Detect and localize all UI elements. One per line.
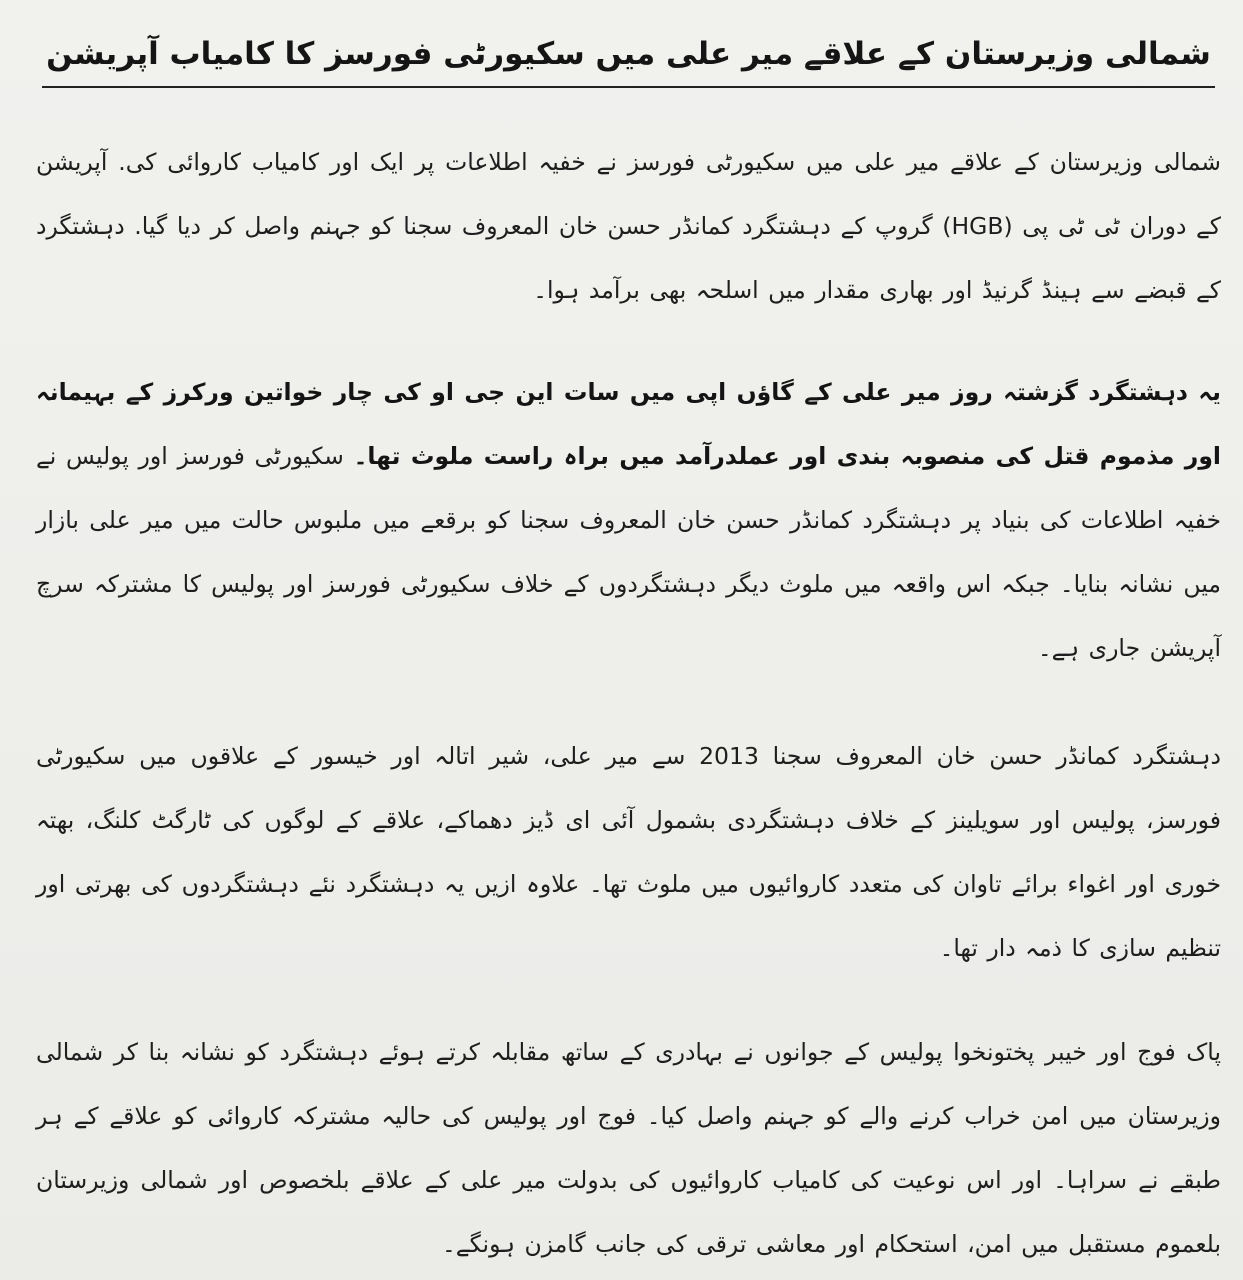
- paragraph-2: [36, 360, 1221, 680]
- paragraph-2-bold-text: یہ دہشتگرد گزشتہ روز میر علی کے گاؤں اپی میں سات این جی او کی چار خواتین ورکرز کے بہیمانہ اور مذموم قتل کی منصوبہ بندی اور عملدرآمد میں براہ راست ملوث تھا۔: [36, 378, 1221, 470]
- paragraph-3: دہشتگرد کمانڈر حسن خان المعروف سجنا 2013 سے میر علی، شیر اتالہ اور خیسور کے علاقوں میں سکیورٹی فورسز، پولیس اور سویلینز کے خلاف دہشتگردی بشمول آئی ای ڈیز دھماکے، علاقے کے لوگوں کی ٹارگٹ کلنگ، بھتہ خوری اور اغواء برائے تاوان کی متعدد کاروائیوں میں ملوث تھا۔ علاوہ ازیں یہ دہشتگرد نئے دہشتگردوں کی بھرتی اور تنظیم سازی کا ذمہ دار تھا۔: [36, 742, 1221, 962]
- document-title: شمالی وزیرستان کے علاقے میر علی میں سکیورٹی فورسز کا کامیاب آپریشن: [42, 28, 1215, 88]
- paragraph-2-text: سکیورٹی فورسز اور پولیس نے خفیہ اطلاعات کی بنیاد پر دہشتگرد کمانڈر حسن خان المعروف سجنا کو برقعے میں ملبوس حالت میں میر علی بازار میں نشانہ بنایا۔ جبکہ اس واقعہ میں ملوث دیگر دہشتگردوں کے خلاف سکیورٹی فورسز اور پولیس کا مشترکہ سرچ آپریشن جاری ہے۔: [36, 442, 1221, 662]
- title-container: [36, 28, 1221, 88]
- paragraph-4: پاک فوج اور خیبر پختونخوا پولیس کے جوانوں نے بہادری کے ساتھ مقابلہ کرتے ہوئے دہشتگرد کو نشانہ بنا کر شمالی وزیرستان میں امن خراب کرنے والے کو جہنم واصل کیا۔ فوج اور پولیس کی حالیہ مشترکہ کاروائی کو علاقے کے ہر طبقے نے سراہا۔ اور اس نوعیت کی کامیاب کاروائیوں کی بدولت میر علی کے علاقے بلخصوص اور شمالی وزیرستان بلعموم مستقبل میں امن، استحکام اور معاشی ترقی کی جانب گامزن ہونگے۔: [36, 1038, 1221, 1258]
- paragraph-1: شمالی وزیرستان کے علاقے میر علی میں سکیورٹی فورسز نے خفیہ اطلاعات پر ایک اور کامیاب کاروائی کی. آپریشن کے دوران ٹی ٹی پی (HGB) گروپ کے دہشتگرد کمانڈر حسن خان المعروف سجنا کو جہنم واصل کر دیا گیا. دہشتگرد کے قبضے سے ہینڈ گرنیڈ اور بھاری مقدار میں اسلحہ بھی برآمد ہوا۔: [36, 148, 1221, 304]
